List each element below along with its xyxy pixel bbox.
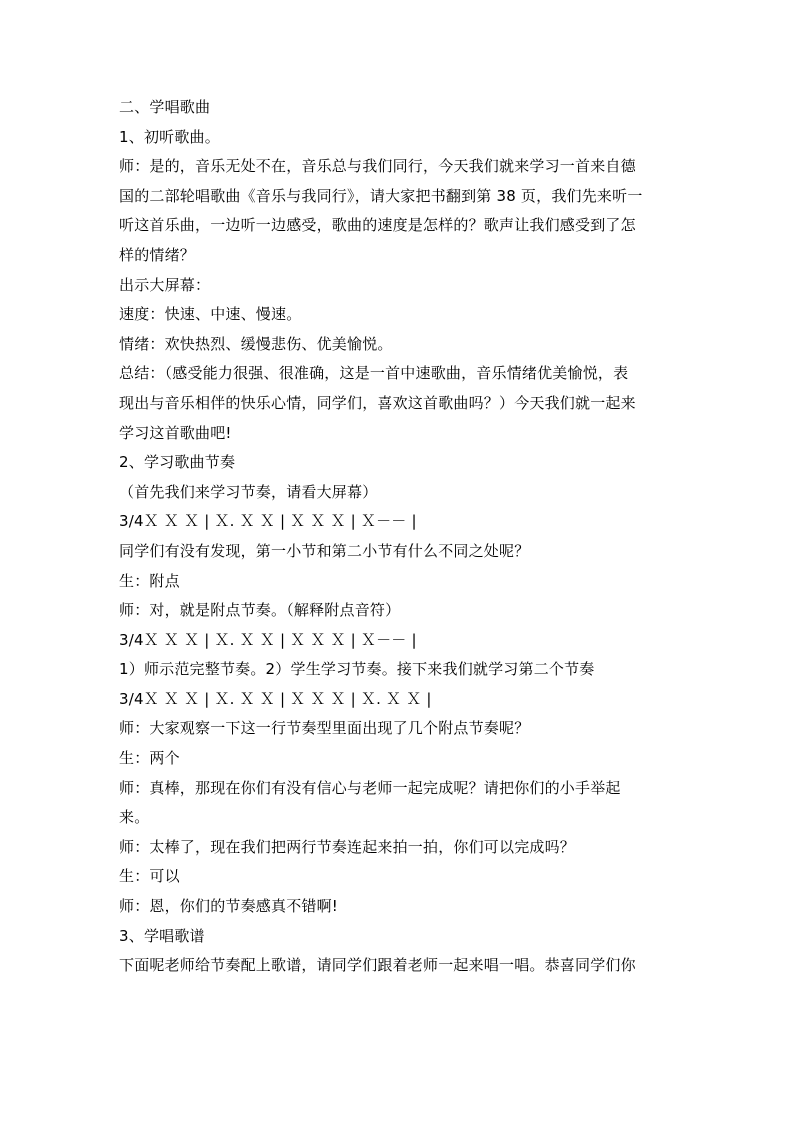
paragraph-line: 师：是的，音乐无处不在，音乐总与我们同行，今天我们就来学习一首来自德 <box>119 157 636 176</box>
paragraph-line: （首先我们来学习节奏，请看大屏幕） <box>119 482 378 501</box>
paragraph-line: 师：大家观察一下这一行节奏型里面出现了几个附点节奏呢？ <box>119 719 530 738</box>
paragraph-line: 师：真棒，那现在你们有没有信心与老师一起完成呢？请把你们的小手举起 <box>119 778 621 797</box>
paragraph-line: 听这首乐曲，一边听一边感受，歌曲的速度是怎样的？歌声让我们感受到了怎 <box>119 216 636 235</box>
rhythm-notation: 3/4Ｘ Ｘ Ｘ | Ｘ. Ｘ Ｘ | Ｘ Ｘ Ｘ | Ｘ－－ | <box>119 630 417 649</box>
paragraph-line: 师：对，就是附点节奏。（解释附点音符） <box>119 601 401 620</box>
paragraph-line: 生：可以 <box>119 867 180 886</box>
rhythm-notation: 3/4Ｘ Ｘ Ｘ | Ｘ. Ｘ Ｘ | Ｘ Ｘ Ｘ | Ｘ－－ | <box>119 512 417 531</box>
paragraph-line: 来。 <box>119 808 150 827</box>
paragraph-line: 总结：（感受能力很强、很准确，这是一首中速歌曲，音乐情绪优美愉悦，表 <box>119 364 629 383</box>
document-body <box>119 93 679 981</box>
paragraph-line: 出示大屏幕： <box>119 275 211 294</box>
paragraph-line: 1）师示范完整节奏。2）学生学习节奏。接下来我们就学习第二个节奏 <box>119 660 595 679</box>
paragraph-line: 下面呢老师给节奏配上歌谱，请同学们跟着老师一起来唱一唱。恭喜同学们你 <box>119 956 636 975</box>
paragraph-line: 师：恩，你们的节奏感真不错啊! <box>119 897 339 916</box>
paragraph-line: 样的情绪？ <box>119 245 196 264</box>
subsection-heading: 1、初听歌曲。 <box>119 127 220 146</box>
paragraph-line: 速度：快速、中速、慢速。 <box>119 305 302 324</box>
paragraph-line: 生：两个 <box>119 749 180 768</box>
paragraph-line: 学习这首歌曲吧! <box>119 423 232 442</box>
subsection-heading: 3、学唱歌谱 <box>119 926 205 945</box>
paragraph-line: 同学们有没有发现，第一小节和第二小节有什么不同之处呢？ <box>119 541 530 560</box>
paragraph-line: 国的二部轮唱歌曲《音乐与我同行》，请大家把书翻到第 38 页，我们先来听一 <box>119 186 643 205</box>
subsection-heading: 2、学习歌曲节奏 <box>119 453 236 472</box>
paragraph-line: 情绪：欢快热烈、缓慢悲伤、优美愉悦。 <box>119 334 393 353</box>
paragraph-line: 师：太棒了，现在我们把两行节奏连起来拍一拍，你们可以完成吗？ <box>119 837 576 856</box>
paragraph-line: 生：附点 <box>119 571 180 590</box>
section-heading: 二、学唱歌曲 <box>119 98 211 116</box>
paragraph-line: 现出与音乐相伴的快乐心情，同学们，喜欢这首歌曲吗？）今天我们就一起来 <box>119 393 636 412</box>
rhythm-notation: 3/4Ｘ Ｘ Ｘ | Ｘ. Ｘ Ｘ | Ｘ Ｘ Ｘ | Ｘ. Ｘ Ｘ | <box>119 689 432 708</box>
